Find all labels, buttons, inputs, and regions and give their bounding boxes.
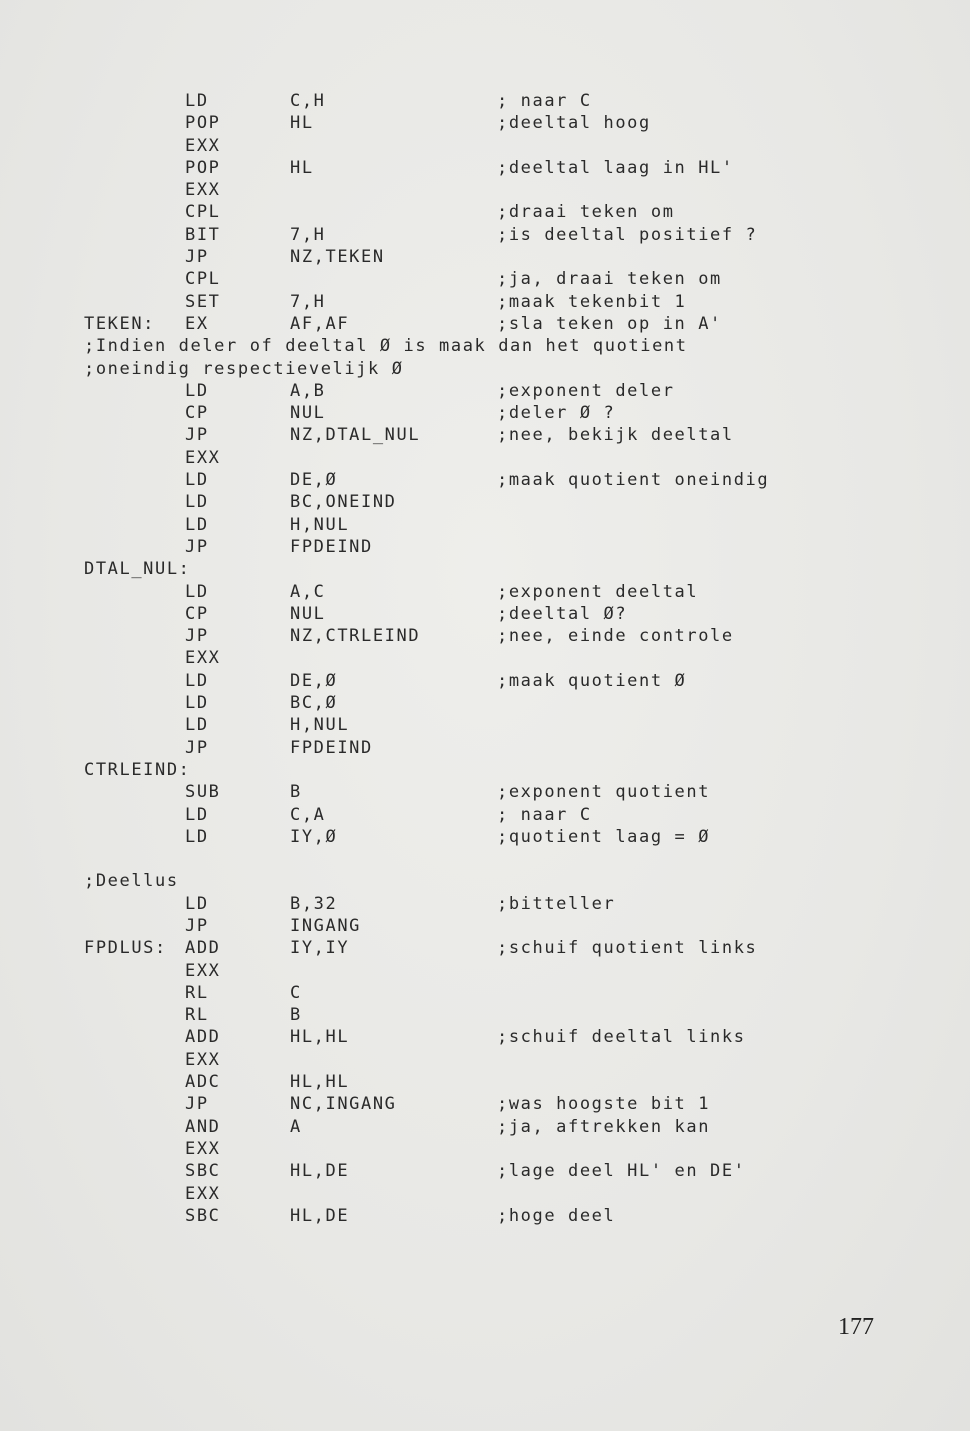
code-line — [0, 893, 970, 915]
code-opcode: EXX — [185, 960, 221, 981]
code-opcode: LD — [185, 715, 209, 736]
code-operand: H,NUL — [290, 715, 350, 736]
code-operand: HL,HL — [290, 1027, 350, 1048]
code-comment: ; naar C — [497, 91, 592, 111]
code-line — [0, 915, 970, 937]
code-opcode: ADD — [185, 938, 221, 959]
code-comment: ;exponent deeltal — [497, 581, 699, 602]
code-operand: NC,INGANG — [290, 1094, 397, 1115]
code-line — [0, 581, 970, 603]
code-opcode: EXX — [185, 648, 221, 669]
code-comment: ;exponent deler — [497, 380, 675, 401]
code-opcode: LD — [185, 380, 209, 401]
code-opcode: AND — [185, 1116, 221, 1137]
code-line — [0, 670, 970, 692]
code-comment: ;draai teken om — [497, 202, 675, 223]
code-operand: NUL — [290, 403, 326, 424]
code-line — [0, 1138, 970, 1160]
code-operand: HL,HL — [290, 1072, 350, 1093]
code-opcode: EXX — [185, 135, 221, 156]
code-comment: ;schuif deeltal links — [497, 1027, 746, 1048]
code-line — [0, 358, 970, 380]
code-operand: HL,DE — [290, 1205, 350, 1226]
code-line — [0, 960, 970, 982]
code-opcode: JP — [185, 247, 209, 268]
code-opcode: LD — [185, 670, 209, 691]
code-line — [0, 157, 970, 179]
code-comment: ;nee, bekijk deeltal — [497, 425, 734, 446]
code-opcode: LD — [185, 492, 209, 513]
code-opcode: LD — [185, 470, 209, 491]
code-opcode: ADD — [185, 1027, 221, 1048]
code-operand: FPDEIND — [290, 737, 373, 758]
code-line — [0, 1004, 970, 1026]
code-line — [0, 491, 970, 513]
code-opcode: BIT — [185, 224, 221, 245]
code-comment: ;hoge deel — [497, 1205, 616, 1226]
code-operand: HL,DE — [290, 1161, 350, 1182]
code-operand: NZ,TEKEN — [290, 247, 385, 268]
code-line — [0, 603, 970, 625]
code-line — [0, 1160, 970, 1182]
code-opcode: CPL — [185, 202, 221, 223]
code-comment: ;is deeltal positief ? — [497, 224, 758, 245]
code-operand: BC,ONEIND — [290, 492, 397, 513]
code-line — [0, 759, 970, 781]
code-opcode: LD — [185, 514, 209, 535]
code-opcode: ADC — [185, 1072, 221, 1093]
page-number: 177 — [838, 1314, 874, 1340]
code-line — [0, 402, 970, 424]
code-comment: ;quotient laag = Ø — [497, 826, 711, 847]
code-operand: B — [290, 1005, 302, 1026]
code-line — [0, 112, 970, 134]
code-comment: ;maak quotient oneindig — [497, 470, 770, 491]
code-operand: IY,IY — [290, 938, 350, 959]
comment-line: ;Indien deler of deeltal Ø is maak dan het quotient — [84, 336, 688, 357]
code-line — [0, 558, 970, 580]
code-opcode: JP — [185, 536, 209, 557]
code-comment: ;lage deel HL' en DE' — [497, 1161, 746, 1182]
code-opcode: RL — [185, 982, 209, 1003]
code-opcode: JP — [185, 425, 209, 446]
code-opcode: CP — [185, 403, 209, 424]
code-operand: B,32 — [290, 893, 338, 914]
code-line — [0, 380, 970, 402]
code-opcode: LD — [185, 893, 209, 914]
comment-line: ;Deellus — [84, 871, 179, 892]
code-line — [0, 135, 970, 157]
code-operand: C — [290, 982, 302, 1003]
code-opcode: JP — [185, 626, 209, 647]
code-comment: ;ja, aftrekken kan — [497, 1116, 711, 1137]
code-operand: NZ,CTRLEIND — [290, 626, 421, 647]
code-line — [0, 804, 970, 826]
code-comment: ;schuif quotient links — [497, 938, 758, 959]
code-operand: HL — [290, 113, 314, 134]
code-opcode: LD — [185, 693, 209, 714]
code-opcode: LD — [185, 581, 209, 602]
code-label: FPDLUS: — [84, 938, 167, 959]
code-operand: DE,Ø — [290, 670, 338, 691]
code-opcode: JP — [185, 1094, 209, 1115]
code-operand: 7,H — [290, 291, 326, 312]
code-opcode: LD — [185, 826, 209, 847]
code-opcode: EXX — [185, 1049, 221, 1070]
code-opcode: SUB — [185, 782, 221, 803]
code-comment: ;nee, einde controle — [497, 626, 734, 647]
code-label: TEKEN: — [84, 313, 156, 334]
code-comment: ;deeltal laag in HL' — [497, 157, 734, 178]
code-line — [0, 781, 970, 803]
code-operand: A,C — [290, 581, 326, 602]
code-line — [0, 1205, 970, 1227]
code-opcode: CPL — [185, 269, 221, 290]
code-operand: DE,Ø — [290, 470, 338, 491]
code-line — [0, 246, 970, 268]
code-line — [0, 469, 970, 491]
code-operand: 7,H — [290, 224, 326, 245]
code-opcode: EXX — [185, 180, 221, 201]
code-line — [0, 201, 970, 223]
code-comment: ; naar C — [497, 804, 592, 825]
code-operand: A — [290, 1116, 302, 1137]
code-line — [0, 937, 970, 959]
code-line — [0, 647, 970, 669]
code-operand: C,H — [290, 91, 326, 111]
code-line — [0, 291, 970, 313]
code-comment: ;maak quotient Ø — [497, 670, 687, 691]
code-comment: ;bitteller — [497, 893, 616, 914]
code-opcode: RL — [185, 1005, 209, 1026]
code-line — [0, 737, 970, 759]
code-opcode: LD — [185, 804, 209, 825]
comment-line: ;oneindig respectievelijk Ø — [84, 358, 404, 379]
code-opcode: JP — [185, 737, 209, 758]
code-label: DTAL_NUL: — [84, 559, 191, 580]
code-comment: ;deeltal Ø? — [497, 603, 628, 624]
code-line — [0, 1093, 970, 1115]
code-operand: INGANG — [290, 915, 362, 936]
code-opcode: JP — [185, 915, 209, 936]
code-operand: NUL — [290, 603, 326, 624]
code-line — [0, 447, 970, 469]
code-line — [0, 982, 970, 1004]
code-line — [0, 1116, 970, 1138]
code-comment: ;ja, draai teken om — [497, 269, 722, 290]
code-line — [0, 179, 970, 201]
code-opcode: SBC — [185, 1161, 221, 1182]
code-opcode: SET — [185, 291, 221, 312]
code-line — [0, 848, 970, 870]
code-operand: H,NUL — [290, 514, 350, 535]
code-opcode: POP — [185, 157, 221, 178]
code-line — [0, 1026, 970, 1048]
code-line — [0, 224, 970, 246]
assembly-listing — [0, 90, 970, 1227]
code-comment: ;was hoogste bit 1 — [497, 1094, 711, 1115]
code-line — [0, 1049, 970, 1071]
code-operand: HL — [290, 157, 314, 178]
code-line — [0, 313, 970, 335]
code-opcode: SBC — [185, 1205, 221, 1226]
code-line — [0, 335, 970, 357]
code-operand: IY,Ø — [290, 826, 338, 847]
code-line — [0, 424, 970, 446]
code-comment: ;maak tekenbit 1 — [497, 291, 687, 312]
code-operand: NZ,DTAL_NUL — [290, 425, 421, 446]
code-opcode: EX — [185, 313, 209, 334]
code-line — [0, 1183, 970, 1205]
code-comment: ;deler Ø ? — [497, 403, 616, 424]
code-comment: ;deeltal hoog — [497, 113, 651, 134]
code-opcode: EXX — [185, 447, 221, 468]
code-operand: C,A — [290, 804, 326, 825]
code-operand: AF,AF — [290, 313, 350, 334]
code-line — [0, 625, 970, 647]
code-line — [0, 870, 970, 892]
code-line — [0, 90, 970, 112]
code-line — [0, 536, 970, 558]
code-line — [0, 714, 970, 736]
code-comment: ;exponent quotient — [497, 782, 711, 803]
code-line — [0, 692, 970, 714]
code-opcode: EXX — [185, 1138, 221, 1159]
code-line — [0, 1071, 970, 1093]
code-opcode: CP — [185, 603, 209, 624]
code-comment: ;sla teken op in A' — [497, 313, 722, 334]
code-operand: A,B — [290, 380, 326, 401]
code-line — [0, 514, 970, 536]
code-line — [0, 268, 970, 290]
code-operand: B — [290, 782, 302, 803]
code-label: CTRLEIND: — [84, 759, 191, 780]
code-operand: BC,Ø — [290, 693, 338, 714]
code-line — [0, 826, 970, 848]
code-opcode: EXX — [185, 1183, 221, 1204]
code-opcode: LD — [185, 91, 209, 111]
code-opcode: POP — [185, 113, 221, 134]
code-operand: FPDEIND — [290, 536, 373, 557]
